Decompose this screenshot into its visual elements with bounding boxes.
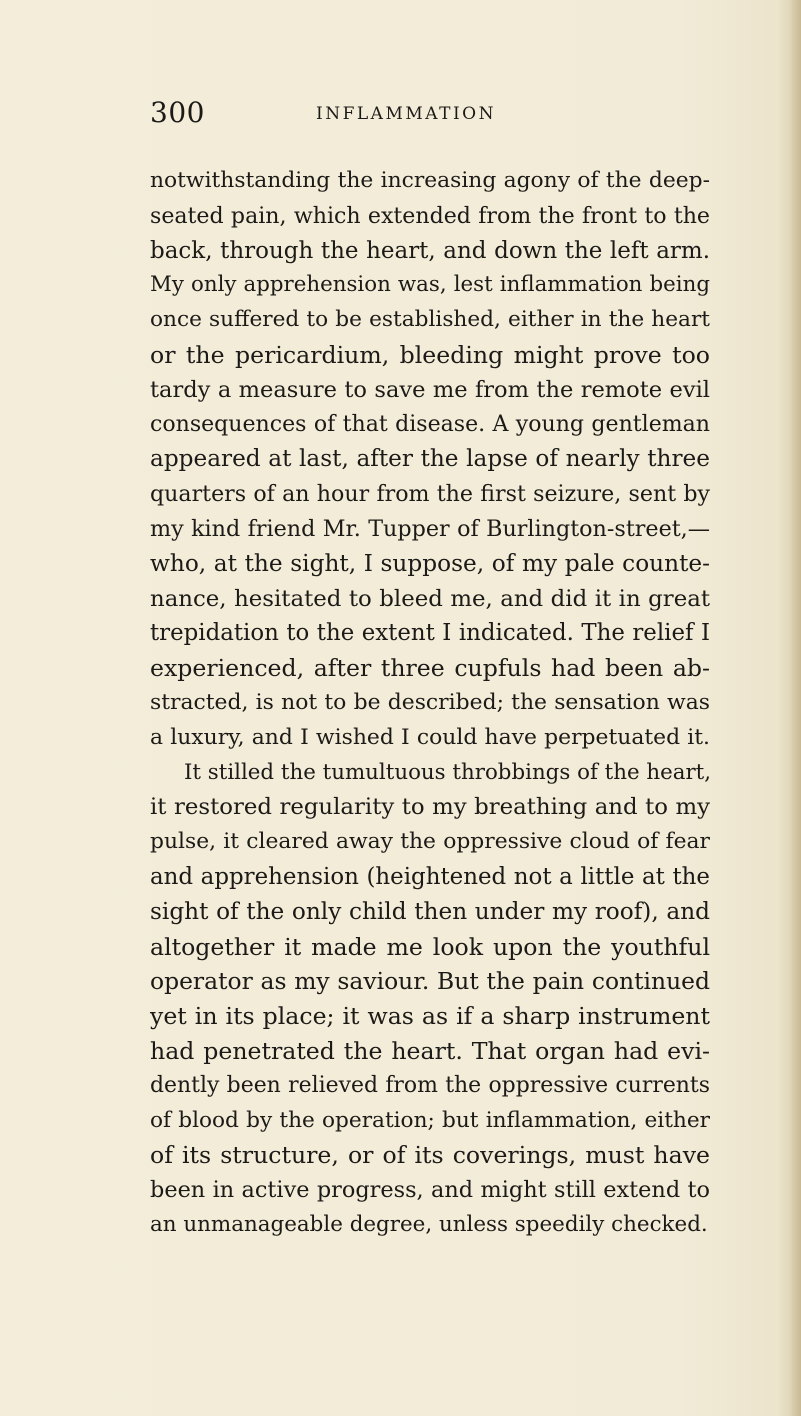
text-line: appeared at last, after the lapse of nearly three [150, 445, 710, 473]
text-line: seated pain, which extended from the front to the [150, 202, 710, 229]
text-line: who, at the sight, I suppose, of my pale counte- [150, 549, 710, 577]
text-line: operator as my saviour. But the pain continued [150, 967, 710, 996]
text-line: once suffered to be established, either in the heart [150, 307, 710, 333]
text-line: a luxury, and I wished I could have perpetuated it. [150, 724, 710, 750]
text-line: my kind friend Mr. Tupper of Burlington-street,— [150, 515, 710, 542]
text-line: experienced, after three cupfuls had been ab- [150, 654, 710, 683]
text-line: quarters of an hour from the first seizure, sent by [150, 481, 710, 508]
text-line: pulse, it cleared away the oppressive cloud of fear [150, 829, 710, 855]
text-line: yet in its place; it was as if a sharp instrument [150, 1002, 710, 1031]
page-number: 300 [150, 96, 205, 129]
page-header [150, 96, 710, 136]
text-line: My only apprehension was, lest inflammation being [150, 272, 710, 298]
page-edge [789, 0, 801, 1416]
text-line: dently been relieved from the oppressive currents [150, 1072, 710, 1098]
text-line: altogether it made me look upon the youthful [150, 932, 710, 961]
running-head: INFLAMMATION [316, 104, 496, 124]
text-line: stracted, is not to be described; the sensation was [150, 689, 710, 715]
text-line: of blood by the operation; but inflammation, either [150, 1107, 710, 1133]
text-line: notwithstanding the increasing agony of the deep- [150, 168, 710, 193]
text-line: had penetrated the heart. That organ had evi- [150, 1036, 710, 1065]
text-line: back, through the heart, and down the left arm. [150, 237, 710, 264]
text-line: or the pericardium, bleeding might prove too [150, 340, 710, 369]
text-line: tardy a measure to save me from the remote evil [150, 376, 710, 403]
text-line: and apprehension (heightened not a little at the [150, 863, 710, 890]
text-line: of its structure, or of its coverings, must have [150, 1141, 710, 1170]
text-line: nance, hesitated to bleed me, and did it in great [150, 585, 710, 612]
text-line: it restored regularity to my breathing and to my [150, 794, 710, 821]
text-line: trepidation to the extent I indicated. The relief I [150, 620, 710, 647]
text-line: been in active progress, and might still extend to [150, 1177, 710, 1204]
text-line: It stilled the tumultuous throbbings of the heart, [184, 759, 712, 785]
text-line: consequences of that disease. A young gentleman [150, 411, 710, 437]
text-line: an unmanageable degree, unless speedily checked. [150, 1211, 708, 1237]
text-line: sight of the only child then under my roof), and [150, 897, 710, 925]
body-text [150, 164, 710, 1243]
